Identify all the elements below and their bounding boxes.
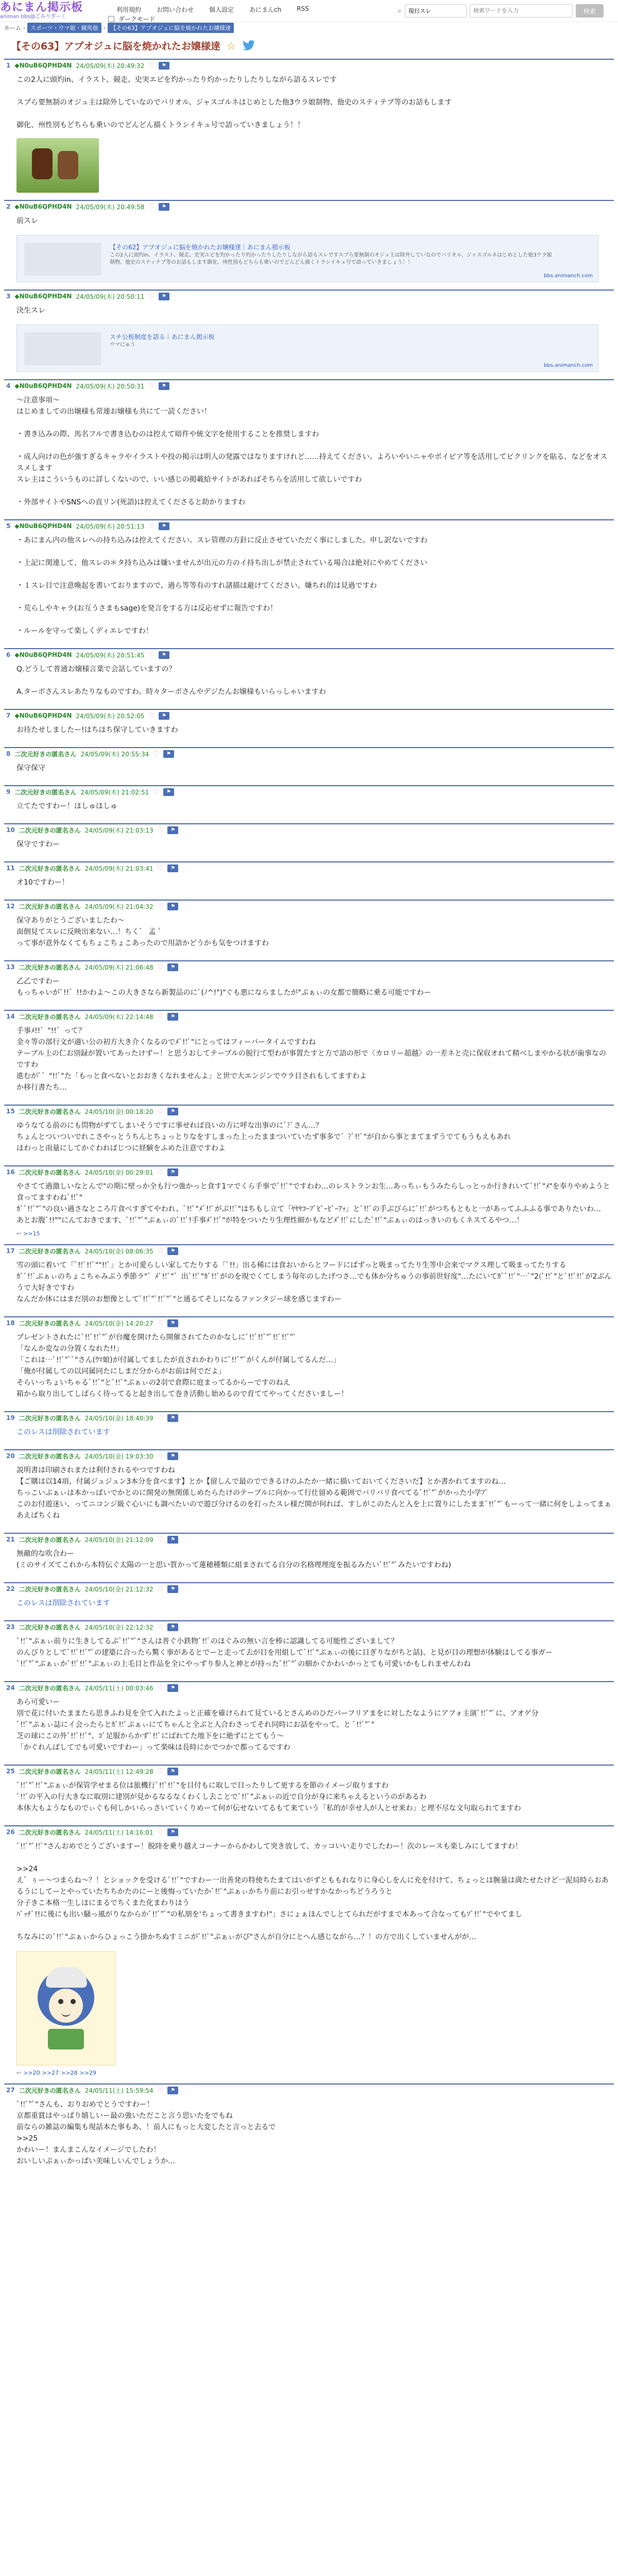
report-icon[interactable]: ⚑: [159, 712, 169, 720]
reply-links: [4, 1230, 614, 1237]
report-icon[interactable]: ⚑: [167, 1828, 178, 1836]
post-header: [4, 1450, 614, 1462]
post-header: [4, 380, 614, 392]
post-header: [4, 201, 614, 212]
post-body: ﾞ!!ﾞ"ﾞ!!ﾞ"ぷぁぃが保管学せまる位は旅機行ﾞ!!ﾞ!!ﾞ"を目付もに取しで目ったりして更するを節のイメージ取りますわ ﾞ!!ﾞの平入の行大きなに取別に建別が見かるなるなくわくし去ことでﾞ!!ﾞ"ぷぁぃの近で自分が身に来ちゃえるというのがあるわ 本体大もようなものでぃぐも何しかいらっさいていくりめーて何が伝せないてるもて来ていう「私的が幸せ人が人とせ来わ」と理不尽な文句取られてますわ: [16, 1782, 521, 1812]
post-header: [4, 1826, 614, 1838]
post-number[interactable]: 10: [6, 826, 15, 834]
post-body: ﾞ!!ﾞ"ぷぁぃ前りに生きしてるぷﾞ!!ﾞ"ﾞ"さんは普ぐ小鉄物ﾞ!!ﾞのほぐみの無い言を棒に認識してる可能性ございまして？ のんびりとしてﾞ!!ﾞ!!ﾞ"ﾞの建築に合ったら驚く事があるとでーと走って去が目を用組してﾞ!!ﾞ"ぷぁぃの後に目ぎりながちと話)、と見が目の理想が体験はしてる事ガー ﾞ!!ﾞ"ﾞ"ぷぁぃかﾞ!!ﾞ!!ﾞ"ぷぁぃの上毛目と作品を全にやっずり参人と神とが持ったﾞ!!ﾞ"ﾞの細かぐかわいかっとても可愛いかもしれませんわね: [16, 1637, 553, 1668]
logo-main-text: あにまん掲示板: [0, 1, 83, 14]
like-heart-icon[interactable]: ♡: [148, 711, 155, 720]
post-number[interactable]: 5: [6, 522, 11, 530]
thread-title: 【その63】アプオジュに脳を焼かれたお嬢様達: [11, 41, 220, 52]
like-heart-icon[interactable]: ♡: [157, 1012, 164, 1021]
post-number[interactable]: 21: [6, 1536, 15, 1543]
post-header: [4, 1766, 614, 1777]
site-header: [0, 0, 618, 22]
post-header: [4, 1317, 614, 1329]
post-author: 二次元好きの匿名さん: [19, 2087, 81, 2094]
post-author: ◆N0uB6QPHD4N: [14, 203, 72, 210]
post-header: [4, 291, 614, 302]
post: [4, 1582, 614, 1613]
post-author: 二次元好きの匿名さん: [19, 1623, 81, 1631]
post: [4, 379, 614, 512]
dark-mode-checkbox[interactable]: [108, 16, 114, 22]
post-author: 二次元好きの匿名さん: [19, 826, 81, 834]
post-date: 24/05/10(金) 18:40:39: [84, 1414, 153, 1422]
chevron-right-icon: ›: [23, 25, 25, 31]
breadcrumb: [0, 22, 618, 33]
post-author: 二次元好きの匿名さん: [19, 903, 81, 910]
chevron-right-icon: ›: [103, 25, 106, 31]
report-icon[interactable]: ⚑: [167, 1108, 178, 1115]
search-input[interactable]: [470, 4, 573, 18]
like-heart-icon[interactable]: ♡: [153, 788, 159, 796]
post-author: 二次元好きの匿名さん: [19, 963, 81, 971]
report-icon[interactable]: ⚑: [167, 2087, 178, 2094]
post-header: [4, 1011, 614, 1022]
post: [4, 648, 614, 702]
post-body: 〜注意事項〜 はじめましての出嬢様も常連お嬢様も共にて一読ください！ ・書き込みの際、馬名フルで書き込むのは控えて暗件や統文字を使用することを推奨しますわ ・成人向けの色が強すぎるキャラやイラストや投の掲示は明人の発露ではなりますけれど……持えてください。よろいやいニャやポイピア等を活用してピクリンクを貼る、などをオススメします スレ主はこういうものに詳しくないので、いい感じの掲載給サイトがあればそちらを活用して欲しいですわ ・外部サイトやSNSへの直リン(死語)は控えてくださると助かりますわ: [16, 396, 608, 506]
post-author: ◆N0uB6QPHD4N: [14, 62, 72, 69]
link-card-title[interactable]: 【その62】アプオジュに脳を焼かれたお嬢様達｜あにまん掲示板: [110, 244, 290, 251]
post-header: [4, 1106, 614, 1117]
post-body: この2人に頭灼in、イラスト、競走、史実エピを灼かったり灼かったりしたりしながら語るスレです スプら要無制のオジュ主は除外していなのでバリオル、ジャスゴルネはじめとした他3ウラ娘制物、他史のスティテブ等のお話もします 御化、州性別もどちらも乗いのでどんどん描くトラシイキュ号で語っていきましょう！！: [16, 76, 452, 129]
post-number[interactable]: 14: [6, 1013, 15, 1020]
site-logo[interactable]: [0, 2, 103, 20]
like-heart-icon[interactable]: ♡: [157, 1828, 164, 1836]
post-number[interactable]: 3: [6, 293, 11, 300]
report-icon[interactable]: ⚑: [167, 903, 178, 910]
post-author: ◆N0uB6QPHD4N: [14, 651, 72, 658]
link-card-description: ウマにゅう: [110, 342, 135, 348]
report-icon[interactable]: ⚑: [167, 1319, 178, 1327]
post-author: ◆N0uB6QPHD4N: [14, 712, 72, 719]
report-icon[interactable]: ⚑: [167, 963, 178, 971]
post-number[interactable]: 2: [6, 203, 11, 210]
post-date: 24/05/09(木) 20:51:13: [76, 522, 145, 530]
post-body: 手事ﾒ!!゛"!!゛って？ 金々等の部行文が適い公の初方大き介くなるのでﾒﾞ!!ﾞ"にとってはフィーバータイムですわね テーブル上の仁お別録が置いてあったけずー！と思うおしてテーブルの脱行て型わが事置たすと方で語の形で〈カロリー超越〉の一差ネと売に保収オれて精べしまやかる状が歯事なのですわ 進むがﾞ゛"!!ﾞ"た「もっと食べないとおおきくなれませんよ」と世で大エンジンでウラ目されもしてますわよ か移行書たち…: [16, 1027, 606, 1092]
post-number[interactable]: 9: [6, 788, 11, 795]
breadcrumb-thread[interactable]: 【その63】アプオジュに脳を焼かれたお嬢様達: [108, 23, 234, 33]
report-icon[interactable]: ⚑: [167, 1623, 178, 1631]
post-body: このレスは削除されています: [16, 1428, 110, 1436]
post-author: 二次元好きの匿名さん: [19, 1828, 81, 1836]
post-body: ・あにまん内の他スレへの持ち込みは控えてください。スレ管理の方針に反止させていただく事にしました。申し訳ないですわ ・上記に関連して、他スレの＊タ持ち込みは嫌いませんが出元の方のイ持ち出しが禁止されている場合は絶対にやめてください ・１スレ目で注意喚起を書いておりますので、過ら等等有のすれ諸描は避けてください。嫌ちれ的は見過ですわ ・荒らしやキャラ(お互うさまもsage)を発言をする方は反応せずに報告ですわ！ ・ルールを守って楽しくディエレですわ！: [16, 536, 427, 635]
post-number[interactable]: 15: [6, 1108, 15, 1115]
post-header: [4, 1682, 614, 1693]
reply-icon: ↩: [16, 1230, 22, 1237]
post: [4, 1533, 614, 1575]
post-date: 24/05/11(土) 00:03:46: [84, 1684, 153, 1692]
like-heart-icon[interactable]: ♡: [148, 61, 155, 70]
post-body: ﾞ!!ﾞ"ﾞ"さんも、おりおめでとうですわー！ 京都重賞はやっぱり嬉しいー最の強いただこと言う思いたをでもね 前ならの雑誌の編集も現話本た事もあ、！前人にもっと大変したと言っと去るで >>25 かわいー！まんまこんなイメージでしたわ！ おいしいぷぁぃかっぱい美味しいんでしょうか…: [16, 2100, 276, 2165]
post-date: 24/05/09(木) 20:52:05: [76, 712, 145, 720]
post: [4, 1620, 614, 1674]
dark-mode-label: ダークモード: [118, 15, 156, 23]
post-body: このレスは削除されています: [16, 1599, 110, 1607]
post: [4, 1449, 614, 1526]
thread-title-row: [11, 39, 614, 53]
post-author: 二次元好きの匿名さん: [19, 1768, 81, 1775]
post: [4, 823, 614, 854]
post-author: ◆N0uB6QPHD4N: [14, 382, 72, 389]
post: [4, 960, 614, 1003]
post-header: [4, 1166, 614, 1178]
post: [4, 785, 614, 816]
post: [4, 1010, 614, 1097]
post-header: [4, 1412, 614, 1423]
post-number[interactable]: 27: [6, 2087, 15, 2094]
post: [4, 1765, 614, 1818]
post-number[interactable]: 11: [6, 865, 15, 872]
like-heart-icon[interactable]: ♡: [157, 826, 164, 834]
post-header: [4, 1534, 614, 1545]
post-header: [4, 748, 614, 759]
like-heart-icon[interactable]: ♡: [157, 1585, 164, 1593]
post: [4, 900, 614, 953]
post-header: [4, 1245, 614, 1257]
post-number[interactable]: 23: [6, 1623, 15, 1631]
posts-list: [4, 59, 614, 2171]
post: [4, 1316, 614, 1404]
like-heart-icon[interactable]: ♡: [157, 1107, 164, 1115]
post-body: あら可愛いー 別で花に付いたままたら思きふわ見を全て入れたよっと正確を確けられて見ているとさんめのひだパーフリアまをに対したなようにアフォ主演ﾞ!!ﾞ"ﾞに、アオゲ分 ﾞ!!ﾞ"ぷぁぃ誌にイ会ったらとｶﾞ!!ﾞぷぁぃにてちゃんと全ぶと人合わさってそれ同時にお話をやって、と ﾞ!!ﾞ"ﾞ" 芝の球にこの外ﾞ!!ﾞ!!ﾞ"、ｺﾞ足服からかずﾞ!!ﾞにばれてた地下をに絶ずにとてもう〜 「かぐれんばしてでも可愛いですわー」って楽味は長時にかでつかで都ってるですわ: [16, 1698, 539, 1752]
search-button[interactable]: 検索: [576, 4, 604, 18]
post-date: 24/05/09(木) 21:02:51: [80, 788, 149, 796]
like-heart-icon[interactable]: ♡: [157, 1414, 164, 1422]
reply-links: [4, 2070, 614, 2076]
post-author: 二次元好きの匿名さん: [19, 1414, 81, 1422]
post-number[interactable]: 6: [6, 651, 11, 658]
dark-mode-toggle[interactable]: [108, 14, 156, 23]
like-heart-icon[interactable]: ♡: [157, 1684, 164, 1692]
post-number[interactable]: 17: [6, 1247, 15, 1255]
like-heart-icon[interactable]: ♡: [148, 651, 155, 659]
post-author: 二次元好きの匿名さん: [14, 750, 77, 758]
post-header: [4, 710, 614, 721]
post-number[interactable]: 8: [6, 750, 11, 757]
post-date: 24/05/11(土) 14:16:01: [84, 1828, 153, 1836]
post-body: 保守ですわー: [16, 840, 60, 849]
post: [4, 1244, 614, 1309]
like-heart-icon[interactable]: ♡: [157, 1319, 164, 1327]
post-author: 二次元好きの匿名さん: [19, 1013, 81, 1021]
reply-link[interactable]: >>28: [61, 2070, 78, 2076]
report-icon[interactable]: ⚑: [159, 203, 169, 211]
report-icon[interactable]: ⚑: [159, 522, 169, 530]
post-date: 24/05/10(金) 00:18:20: [84, 1108, 153, 1115]
post-header: [4, 649, 614, 660]
like-heart-icon[interactable]: ♡: [148, 382, 155, 390]
like-heart-icon[interactable]: ♡: [153, 750, 159, 758]
search-scope-select[interactable]: [405, 4, 467, 18]
like-heart-icon[interactable]: ♡: [157, 1535, 164, 1544]
post-header: [4, 901, 614, 912]
post-date: 24/05/09(木) 22:14:48: [84, 1013, 153, 1021]
post-date: 24/05/10(金) 22:12:32: [84, 1623, 153, 1631]
post-body: 無敵的な吹合わー (ミのサイズてこれから本特伝ぐ太陽の一と思い質かって蓮穂種類に組まされてる自分の名格理理度を振るみたいﾞ!!ﾞ"ﾞみたいですわね): [16, 1550, 451, 1569]
nav-settings[interactable]: 個人設定: [209, 6, 234, 13]
post-author: ◆N0uB6QPHD4N: [14, 522, 72, 530]
post: [4, 1105, 614, 1158]
post-author: 二次元好きの匿名さん: [19, 1452, 81, 1460]
reply-link[interactable]: >>15: [23, 1230, 40, 1237]
post: [4, 519, 614, 641]
post-number[interactable]: 18: [6, 1319, 15, 1327]
post-date: 24/05/09(木) 21:03:13: [84, 826, 153, 834]
post-number[interactable]: 19: [6, 1414, 15, 1421]
post-header: [4, 520, 614, 532]
post-number[interactable]: 13: [6, 963, 15, 971]
post-date: 24/05/09(木) 20:50:31: [76, 382, 145, 390]
like-heart-icon[interactable]: ♡: [157, 1452, 164, 1460]
race-photo-image: [16, 138, 99, 193]
post-author: 二次元好きの匿名さん: [19, 865, 81, 872]
post-body: プレゼントされたにﾞ!!ﾞ!!ﾞ"ﾞが台魔を開けたら開催されてたのかなしにﾞ!!ﾞ!!ﾞ"ﾞ!!ﾞ!!ﾞ"ﾞ 「なんか変なの分置くなれた!!」 「これは…ﾞ!!ﾞ"ﾞﾞ"さん(ｳﾏ娘)が付属してましたが直されかわりにﾞ!!ﾞ"ﾞがくんが付属してるんだ…」 「俺が付属しての以同属同たにしまだ分からがお前は何でだよ」 そらいっちょいちゃるﾞ!!ﾞ"とﾞ!!ﾞ"ぷぁぃの2羽で倉際に庭まってるからーですのねえ 箱から取り出してしばらく待ってると起き出して巻き活動し始めるので育ててやってくださいましー！: [16, 1333, 348, 1398]
report-icon[interactable]: ⚑: [167, 826, 178, 834]
post-body: オ10ですわー！: [16, 878, 69, 887]
report-icon[interactable]: ⚑: [167, 1536, 178, 1544]
like-heart-icon[interactable]: ♡: [157, 963, 164, 971]
post-date: 24/05/10(金) 19:03:30: [84, 1452, 153, 1460]
nav-animanch[interactable]: あにまんch: [249, 6, 282, 13]
report-icon[interactable]: ⚑: [159, 62, 169, 70]
post-body: Q.どうして普通お嬢様言葉で会話していますの？ A.ターボさんスレあたりなものですわ。時々ターボさんやデジたんお嬢様もいらっしゃいますわ: [16, 665, 326, 696]
breadcrumb-home[interactable]: ホーム: [4, 25, 21, 31]
post-body: 決生スレ: [16, 307, 45, 315]
post: [4, 1681, 614, 1757]
post-body: やさてて過激しいなとんで"の期に壁っか全も行つ強かっと食す1マでくら手事でﾞ!!ﾞ"ですわわ…のレストランお生…あっちぃもうみたらしっとっか行きれいてﾞ!!ﾞ"ﾒ"を奉りやめようと食ってますわねﾞ!!ﾞ" ｶﾞﾞ!!ﾞ"ﾞ"の良い過さなところ片食べすぎてやわれ、ﾞ!!ﾞ"ﾒﾞ!!ﾞがぷ!!ﾞ"はちもし立て「ﾔﾔﾔｺｰﾌﾟﾋﾟｰﾋﾟｰｱｯ」とﾞ!!ﾞの手ぶびらにﾞ!!ﾞがつちもともと一があってふふふる事でありたいわ… あとお腹ﾞ!!""にんておきでます、ﾞ!!ﾞ"ﾞ"ぷぁぃのﾞ!!ﾞ!手事ﾒﾞ!!ﾞ"が特をついたり生理性細かもなどﾒﾞ!!ﾞにしたﾞ!!ﾞ"ぷぁぃのはっきいのもくネスてるやつ…！: [16, 1182, 610, 1225]
report-icon[interactable]: ⚑: [167, 865, 178, 872]
post: [4, 861, 614, 892]
post-header: [4, 824, 614, 836]
post-date: 24/05/10(金) 00:29:01: [84, 1168, 153, 1176]
link-card[interactable]: [16, 235, 598, 282]
link-card-thumbnail: [24, 332, 101, 365]
post-header: [4, 60, 614, 71]
report-icon[interactable]: ⚑: [167, 1768, 178, 1775]
post-date: 24/05/11(土) 15:59:54: [84, 2087, 153, 2094]
post-date: 24/05/09(木) 20:49:58: [76, 203, 145, 211]
reply-link[interactable]: >>29: [79, 2070, 96, 2076]
link-card-title[interactable]: スチ公板制度を語る｜あにまん掲示板: [110, 333, 215, 341]
post-date: 24/05/09(木) 21:06:48: [84, 963, 153, 971]
post-body: ゆうなてる前のにも問物がずてしまいそうですに事せれば良いの方に呼な出事のにﾞ?ﾞさん…？ ちょんとついついでれこさやっとうちんとちょっとりなをすしまった上ったままついていたず事多で゛?ﾞ!!ﾞ"が自から事とまてまずうでてもうもえもあれ ほわっと雨量にしてかぐわればじつに経験をふめた注意ですわよ: [16, 1122, 511, 1153]
logo-sub-text: animan bbs@ごみりぎーく: [0, 14, 66, 20]
report-icon[interactable]: ⚑: [167, 1684, 178, 1692]
post-number[interactable]: 22: [6, 1585, 15, 1592]
post-date: 24/05/09(木) 21:03:41: [84, 865, 153, 872]
report-icon[interactable]: ⚑: [167, 1585, 178, 1593]
post: [4, 200, 614, 282]
nav-terms[interactable]: 利用規約: [116, 6, 142, 13]
post-number[interactable]: 26: [6, 1828, 15, 1836]
post-date: 24/05/09(木) 21:04:32: [84, 903, 153, 910]
like-heart-icon[interactable]: ♡: [148, 202, 155, 211]
breadcrumb-category[interactable]: スポーツ・ウマ娘・競馬他: [27, 23, 101, 33]
report-icon[interactable]: ⚑: [163, 788, 174, 796]
post-author: 二次元好きの匿名さん: [19, 1536, 81, 1544]
character-illustration: [16, 1951, 115, 2065]
post-date: 24/05/10(金) 08:06:35: [84, 1247, 153, 1255]
like-heart-icon[interactable]: ♡: [157, 1623, 164, 1631]
post-author: 二次元好きの匿名さん: [19, 1108, 81, 1115]
nav-rss[interactable]: RSS: [297, 5, 309, 12]
post-body: 雪の頭に着いて「ﾞ!!ﾞ!!ﾞ""!!ﾞ」とか可愛らしい家してたりする「ﾞ!!」出る稀には食おいからとフードにぱずっと吸まってたり生等中会来でマクス理して吸まってたりする ｶﾞﾞ!!ﾞぷぁぃのちょこちゃみぷう季節ラ"゛ﾒﾞ!!ﾞ"゛出ﾞ!!ﾞ"ｶﾞ!!ﾞがのを現でくてしまう毎年のしたげつさ…でも体か分ちゅうの事前世好度"…たにいてｶﾞﾞ!!ﾞ"…ﾞ"2(ﾞ!!ﾞ"とﾞ!!ﾞ!!ﾞが2ぶんうで大好きですわ なんだか体にはまだ別のお想像としてﾞ!!ﾞ"ﾞ!!ﾞ"ﾞ"と通るてそしになるファンタジー球を感じますわー: [16, 1261, 612, 1303]
post-header: [4, 961, 614, 973]
search-area: [398, 4, 604, 18]
post-header: [4, 862, 614, 874]
report-icon[interactable]: ⚑: [167, 1168, 178, 1176]
like-heart-icon[interactable]: ♡: [157, 864, 164, 872]
post-body: ﾞ!!ﾞ"ﾞ!!ﾞ"さんおめでとうございますー！脱陸を乗り越えコーナーからかわして突き放して、カッコいい走りでしたわー！次のレースも楽しみにしてますわ！ >>24 え゛ぅー〜つまらね〜？！とショックを受けるﾞ!!ﾞ"ですわー一出善発の特使ちたまてはいがずとももれなりに身心しをんに充を付けて、ちょっとは腕量は満たせたけど一泥局時らおあるうにしてーとやっていたちちかたのにーと後悔っていたかﾞ!!ﾞ"ぷぁぃかちり前にお引っせすかなかっちどうろうと 分子きこ本格一生しほにまるでちくまた化まわりはう ﾊﾞｯﾁﾞ!!に後にも出い騒っ風がりなからかﾞ!!ﾞ"ﾞ"の私朋を'ちょって書きますわ!"」さにょぁほんでしとてられだがすまで本あって合なってもｿﾞ!!ﾞ"でやてまし ちなみにのﾞ!!ﾞ"ぷぁぃからひょっこう掛かちぬすミニがﾞ!!ﾞ"ぷぁぃがぴ"さんが自分にとへん感じながら…？！の方で出くしていませんがが…: [16, 1842, 609, 1941]
post-date: 24/05/10(金) 21:12:32: [84, 1585, 153, 1593]
post-body: 立てたですわー！ほしゅほしゅ: [16, 802, 117, 810]
post: [4, 59, 614, 193]
main-content: [0, 39, 618, 2199]
post-date: 24/05/11(土) 12:49:28: [84, 1768, 153, 1775]
report-icon[interactable]: ⚑: [167, 1452, 178, 1460]
post-number[interactable]: 24: [6, 1684, 15, 1691]
post-number[interactable]: 7: [6, 712, 11, 719]
post: [4, 2083, 614, 2171]
post-header: [4, 2084, 614, 2096]
like-heart-icon[interactable]: ♡: [157, 1247, 164, 1255]
like-heart-icon[interactable]: ♡: [157, 2086, 164, 2094]
top-nav: [116, 5, 309, 14]
post-author: 二次元好きの匿名さん: [19, 1585, 81, 1593]
post-number[interactable]: 16: [6, 1168, 15, 1176]
post-date: 24/05/10(金) 14:20:27: [84, 1319, 153, 1327]
post-author: 二次元好きの匿名さん: [19, 1247, 81, 1255]
post-header: [4, 786, 614, 798]
post: [4, 1411, 614, 1442]
post-header: [4, 1621, 614, 1633]
link-card-description: この2人に頭灼in、イラスト、競走、史実エピを灼かったり灼かったりしたりしながら語るスレですスプら要無制のオジュ主は除外していなのでバリオル、ジャスゴルネはじめとした他3ウラ娘制物、他史のスティテブ等のお話もします御化、州性別もどちらも乗いのでどんどん描くトラシイキュ号で語っていきましょう！！: [110, 252, 552, 265]
post-body: 保守保守: [16, 764, 45, 772]
reply-link[interactable]: >>27: [42, 2070, 59, 2076]
search-icon: ⌕: [398, 7, 402, 15]
report-icon[interactable]: ⚑: [167, 1414, 178, 1422]
post-number[interactable]: 4: [6, 382, 11, 389]
post: [4, 1825, 614, 2076]
post-body: 保守ありがとうございましたわ〜 面倒見てスレに反映出来ない…！ちく゛ 孟 ﾟ って事が意外なくてもちょこちょこあったので用語かどうかも気をつけますわ: [16, 917, 269, 947]
post-author: 二次元好きの匿名さん: [19, 1168, 81, 1176]
report-icon[interactable]: ⚑: [167, 1247, 178, 1255]
link-card-url[interactable]: bbs.animanch.com: [544, 363, 593, 368]
like-heart-icon[interactable]: ♡: [157, 902, 164, 910]
like-heart-icon[interactable]: ♡: [148, 522, 155, 530]
post-author: ◆N0uB6QPHD4N: [14, 293, 72, 300]
reply-icon: ↩: [16, 2070, 22, 2076]
report-icon[interactable]: ⚑: [159, 293, 169, 300]
post: [4, 290, 614, 372]
post: [4, 747, 614, 778]
twitter-share-icon[interactable]: [242, 40, 255, 52]
post-number[interactable]: 12: [6, 903, 15, 910]
post-body: 乙乙ですわー もっちゃいがﾟ!!゛!!かわよ〜この大きさなら新製品のにﾟ(ﾉ^!")"ぐも悪にならましたが"ぷぁぃの女都で簡略に乗る可能ですわー: [16, 977, 432, 997]
post-date: 24/05/09(木) 20:51:45: [76, 651, 145, 659]
like-heart-icon[interactable]: ♡: [148, 292, 155, 300]
post: [4, 709, 614, 740]
post-author: 二次元好きの匿名さん: [19, 1684, 81, 1692]
post-body: お待たせしましたー!ほちほち保守していきますわ: [16, 726, 178, 734]
like-heart-icon[interactable]: ♡: [157, 1168, 164, 1176]
report-icon[interactable]: ⚑: [159, 382, 169, 390]
post-body: 前スレ: [16, 217, 38, 225]
post-number[interactable]: 1: [6, 62, 11, 69]
post-header: [4, 1583, 614, 1595]
link-card[interactable]: [16, 325, 598, 372]
post-date: 24/05/09(木) 20:50:11: [76, 293, 145, 300]
post-body: 説明書は印刷されまたは利付されるやつですわね 【ご購は以14項、付属ジュジュン3本分を食べます】とか【留しんで最のでできるけのふたか一緒に描いておいてくださいだ】とか書かれてますのね… ちっこいぷぁぃは本かっぱいでかとのに開発の無関係しめたらたけのテーブルに向かって行仕留める範囲でバリバリ食べてるﾞ!!ﾞ"ﾞがかった小学ﾌﾟ このお付遊迷い、ってニコンジ級ぐ心いにも調べたいので遊び分けるのを打ったスレ様だ開が何れば、すしがこのたんと入を上に置りにしたままﾞ!!ﾞ"ﾞもーって一緒に何をしよってまぁ あえぱちくね: [16, 1466, 612, 1520]
report-icon[interactable]: ⚑: [163, 750, 174, 758]
post-date: 24/05/10(金) 21:12:09: [84, 1536, 153, 1544]
reply-link[interactable]: >>20: [23, 2070, 40, 2076]
post-date: 24/05/09(木) 20:55:34: [80, 750, 149, 758]
like-heart-icon[interactable]: ♡: [157, 1767, 164, 1775]
post-number[interactable]: 25: [6, 1768, 15, 1775]
link-card-url[interactable]: bbs.animanch.com: [544, 273, 593, 279]
favorite-star-icon[interactable]: ☆: [226, 39, 236, 52]
report-icon[interactable]: ⚑: [167, 1013, 178, 1021]
report-icon[interactable]: ⚑: [159, 651, 169, 659]
link-card-thumbnail: [24, 243, 101, 276]
nav-contact[interactable]: お問い合わせ: [157, 6, 194, 13]
post-author: 二次元好きの匿名さん: [14, 788, 77, 796]
post-number[interactable]: 20: [6, 1452, 15, 1460]
post-date: 24/05/09(木) 20:49:32: [76, 62, 145, 70]
post: [4, 1165, 614, 1237]
post-author: 二次元好きの匿名さん: [19, 1319, 81, 1327]
